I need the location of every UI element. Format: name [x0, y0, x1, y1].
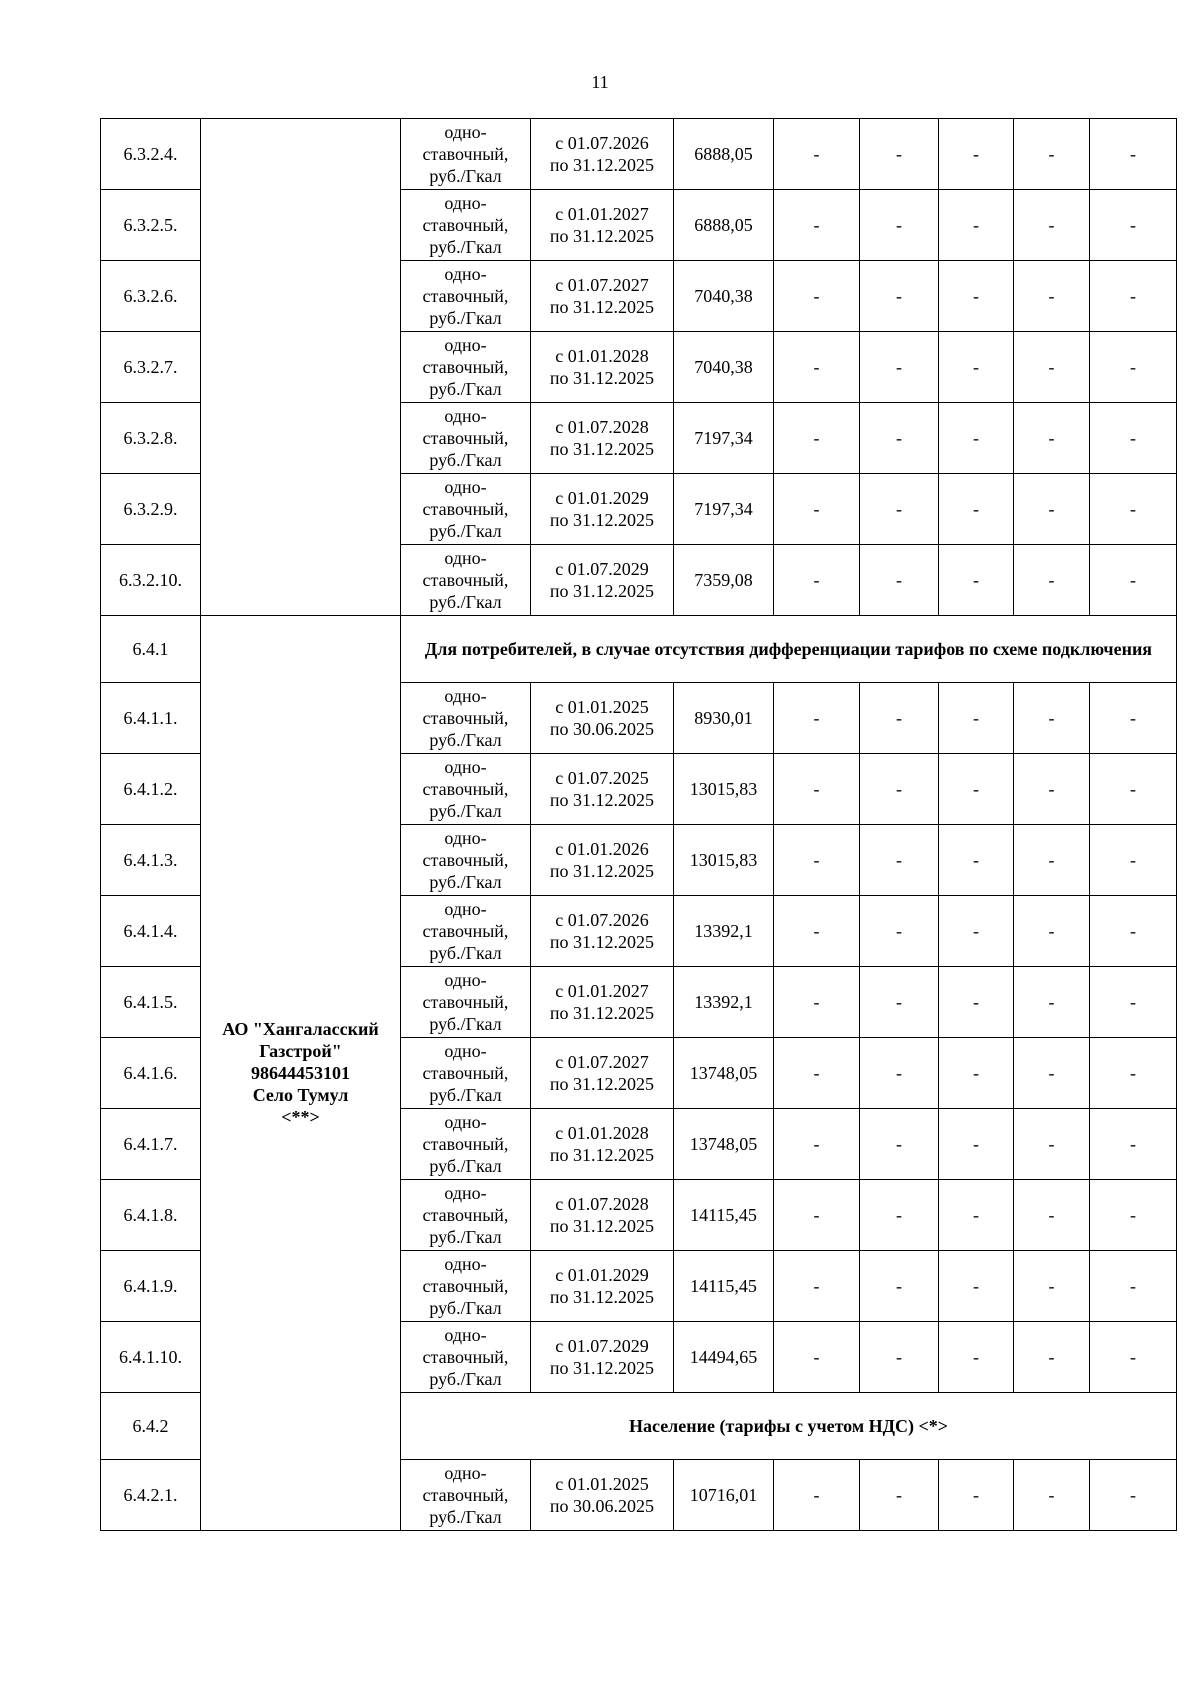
row-code: 6.4.1.4. [101, 896, 201, 967]
tariff-period [531, 1251, 674, 1322]
empty-value-cell: - [939, 1251, 1014, 1322]
tariff-method [401, 119, 531, 190]
organization-line: 98644453101 [251, 1063, 350, 1083]
tariff-value: 7197,34 [674, 403, 774, 474]
empty-value-cell: - [1090, 683, 1177, 754]
tariff-method [401, 1038, 531, 1109]
empty-value-cell: - [860, 1180, 939, 1251]
empty-value-cell: - [939, 825, 1014, 896]
empty-value-cell: - [1090, 825, 1177, 896]
empty-value-cell: - [860, 1251, 939, 1322]
empty-value-cell: - [860, 1109, 939, 1180]
empty-value-cell: - [774, 754, 860, 825]
method-line: руб./Гкал [429, 1298, 502, 1318]
method-line: одно- [444, 1183, 487, 1203]
empty-value-cell: - [860, 545, 939, 616]
method-line: ставочный, [422, 1347, 509, 1367]
table-row [101, 119, 1177, 190]
row-code: 6.4.2.1. [101, 1460, 201, 1531]
empty-value-cell: - [1090, 1251, 1177, 1322]
period-to: по 31.12.2025 [549, 439, 655, 459]
organization-cell-empty [201, 119, 401, 616]
tariff-value: 6888,05 [674, 190, 774, 261]
method-line: руб./Гкал [429, 1156, 502, 1176]
empty-value-cell: - [1090, 1460, 1177, 1531]
tariff-period [531, 754, 674, 825]
row-code: 6.3.2.9. [101, 474, 201, 545]
row-code: 6.3.2.4. [101, 119, 201, 190]
tariff-value: 8930,01 [674, 683, 774, 754]
empty-value-cell: - [1090, 1180, 1177, 1251]
period-to: по 31.12.2025 [549, 1003, 655, 1023]
empty-value-cell: - [1014, 1180, 1090, 1251]
period-to: по 31.12.2025 [549, 581, 655, 601]
method-line: руб./Гкал [429, 943, 502, 963]
tariff-value: 13392,1 [674, 896, 774, 967]
tariff-period [531, 190, 674, 261]
tariff-method [401, 332, 531, 403]
period-to: по 31.12.2025 [549, 297, 655, 317]
empty-value-cell: - [860, 261, 939, 332]
period-from: с 01.07.2028 [555, 417, 649, 437]
period-to: по 30.06.2025 [549, 719, 655, 739]
method-line: ставочный, [422, 286, 509, 306]
tariff-period [531, 332, 674, 403]
empty-value-cell: - [774, 474, 860, 545]
row-code: 6.3.2.5. [101, 190, 201, 261]
empty-value-cell: - [1090, 754, 1177, 825]
empty-value-cell: - [774, 119, 860, 190]
tariff-method [401, 1322, 531, 1393]
tariff-method [401, 403, 531, 474]
method-line: ставочный, [422, 1485, 509, 1505]
tariff-period [531, 1038, 674, 1109]
method-line: руб./Гкал [429, 308, 502, 328]
period-to: по 31.12.2025 [549, 932, 655, 952]
method-line: руб./Гкал [429, 592, 502, 612]
tariff-period [531, 967, 674, 1038]
tariff-value: 13392,1 [674, 967, 774, 1038]
row-code: 6.4.1.7. [101, 1109, 201, 1180]
empty-value-cell: - [939, 332, 1014, 403]
method-line: руб./Гкал [429, 1014, 502, 1034]
period-from: с 01.07.2025 [555, 768, 649, 788]
tariff-method [401, 474, 531, 545]
method-line: ставочный, [422, 144, 509, 164]
empty-value-cell: - [1014, 190, 1090, 261]
organization-line: Село Тумул [252, 1085, 349, 1105]
empty-value-cell: - [774, 1180, 860, 1251]
empty-value-cell: - [860, 825, 939, 896]
method-line: одно- [444, 1112, 487, 1132]
empty-value-cell: - [1014, 332, 1090, 403]
empty-value-cell: - [939, 1180, 1014, 1251]
empty-value-cell: - [860, 332, 939, 403]
empty-value-cell: - [774, 261, 860, 332]
method-line: руб./Гкал [429, 872, 502, 892]
row-code: 6.3.2.6. [101, 261, 201, 332]
empty-value-cell: - [1090, 403, 1177, 474]
tariff-period [531, 403, 674, 474]
tariff-period [531, 1109, 674, 1180]
tariff-period [531, 474, 674, 545]
method-line: руб./Гкал [429, 521, 502, 541]
period-to: по 30.06.2025 [549, 1496, 655, 1516]
method-line: ставочный, [422, 499, 509, 519]
method-line: руб./Гкал [429, 1227, 502, 1247]
row-code: 6.4.1.6. [101, 1038, 201, 1109]
empty-value-cell: - [939, 474, 1014, 545]
empty-value-cell: - [939, 1109, 1014, 1180]
tariff-method [401, 967, 531, 1038]
period-to: по 31.12.2025 [549, 1358, 655, 1378]
empty-value-cell: - [1014, 545, 1090, 616]
empty-value-cell: - [939, 119, 1014, 190]
empty-value-cell: - [774, 1460, 860, 1531]
method-line: ставочный, [422, 708, 509, 728]
tariff-period [531, 896, 674, 967]
section-code: 6.4.1 [101, 616, 201, 683]
tariff-method [401, 896, 531, 967]
organization-line: <**> [281, 1107, 320, 1127]
tariff-value: 7197,34 [674, 474, 774, 545]
row-code: 6.3.2.10. [101, 545, 201, 616]
method-line: ставочный, [422, 921, 509, 941]
tariff-value: 13015,83 [674, 754, 774, 825]
method-line: руб./Гкал [429, 379, 502, 399]
period-to: по 31.12.2025 [549, 790, 655, 810]
empty-value-cell: - [860, 474, 939, 545]
method-line: ставочный, [422, 1134, 509, 1154]
method-line: одно- [444, 1325, 487, 1345]
empty-value-cell: - [774, 967, 860, 1038]
empty-value-cell: - [1014, 825, 1090, 896]
period-from: с 01.01.2029 [555, 488, 649, 508]
method-line: ставочный, [422, 357, 509, 377]
method-line: ставочный, [422, 1276, 509, 1296]
organization-line: АО "Хангаласский [222, 1019, 379, 1039]
empty-value-cell: - [1090, 896, 1177, 967]
empty-value-cell: - [1090, 190, 1177, 261]
method-line: одно- [444, 406, 487, 426]
empty-value-cell: - [939, 1460, 1014, 1531]
method-line: одно- [444, 122, 487, 142]
method-line: ставочный, [422, 992, 509, 1012]
period-from: с 01.01.2025 [555, 1474, 649, 1494]
empty-value-cell: - [939, 896, 1014, 967]
period-from: с 01.01.2027 [555, 981, 649, 1001]
method-line: руб./Гкал [429, 1369, 502, 1389]
tariff-period [531, 825, 674, 896]
empty-value-cell: - [774, 1038, 860, 1109]
empty-value-cell: - [1014, 754, 1090, 825]
empty-value-cell: - [860, 754, 939, 825]
method-line: одно- [444, 757, 487, 777]
empty-value-cell: - [860, 1460, 939, 1531]
period-from: с 01.07.2026 [555, 133, 649, 153]
tariff-method [401, 1460, 531, 1531]
section-code: 6.4.2 [101, 1393, 201, 1460]
section-title: Для потребителей, в случае отсутствия дифференциации тарифов по схеме подключения [401, 616, 1177, 683]
empty-value-cell: - [774, 332, 860, 403]
tariff-period [531, 545, 674, 616]
empty-value-cell: - [1090, 1322, 1177, 1393]
method-line: руб./Гкал [429, 450, 502, 470]
period-to: по 31.12.2025 [549, 861, 655, 881]
empty-value-cell: - [1014, 967, 1090, 1038]
method-line: руб./Гкал [429, 801, 502, 821]
tariff-period [531, 683, 674, 754]
empty-value-cell: - [774, 825, 860, 896]
empty-value-cell: - [860, 967, 939, 1038]
tariff-value: 13748,05 [674, 1109, 774, 1180]
empty-value-cell: - [1090, 1109, 1177, 1180]
tariff-value: 7359,08 [674, 545, 774, 616]
row-code: 6.4.1.9. [101, 1251, 201, 1322]
method-line: одно- [444, 548, 487, 568]
empty-value-cell: - [774, 683, 860, 754]
tariff-method [401, 261, 531, 332]
tariff-table [100, 118, 1177, 1531]
period-from: с 01.01.2028 [555, 346, 649, 366]
empty-value-cell: - [939, 1322, 1014, 1393]
empty-value-cell: - [939, 683, 1014, 754]
empty-value-cell: - [1090, 967, 1177, 1038]
tariff-value: 13015,83 [674, 825, 774, 896]
empty-value-cell: - [1090, 1038, 1177, 1109]
empty-value-cell: - [1014, 1038, 1090, 1109]
period-to: по 31.12.2025 [549, 1145, 655, 1165]
empty-value-cell: - [1014, 474, 1090, 545]
tariff-value: 7040,38 [674, 261, 774, 332]
period-from: с 01.07.2027 [555, 1052, 649, 1072]
empty-value-cell: - [774, 545, 860, 616]
empty-value-cell: - [774, 896, 860, 967]
period-from: с 01.07.2029 [555, 1336, 649, 1356]
period-from: с 01.01.2026 [555, 839, 649, 859]
empty-value-cell: - [774, 403, 860, 474]
method-line: одно- [444, 899, 487, 919]
empty-value-cell: - [860, 403, 939, 474]
method-line: одно- [444, 686, 487, 706]
row-code: 6.3.2.8. [101, 403, 201, 474]
method-line: одно- [444, 970, 487, 990]
tariff-method [401, 683, 531, 754]
empty-value-cell: - [1014, 1322, 1090, 1393]
method-line: руб./Гкал [429, 237, 502, 257]
empty-value-cell: - [774, 190, 860, 261]
tariff-value: 7040,38 [674, 332, 774, 403]
period-to: по 31.12.2025 [549, 155, 655, 175]
empty-value-cell: - [939, 754, 1014, 825]
empty-value-cell: - [939, 261, 1014, 332]
method-line: одно- [444, 264, 487, 284]
tariff-value: 6888,05 [674, 119, 774, 190]
empty-value-cell: - [860, 896, 939, 967]
organization-cell [201, 616, 401, 1531]
empty-value-cell: - [774, 1322, 860, 1393]
tariff-period [531, 119, 674, 190]
method-line: одно- [444, 1463, 487, 1483]
tariff-value: 14494,65 [674, 1322, 774, 1393]
empty-value-cell: - [1014, 896, 1090, 967]
period-to: по 31.12.2025 [549, 1287, 655, 1307]
period-from: с 01.01.2027 [555, 204, 649, 224]
period-to: по 31.12.2025 [549, 1074, 655, 1094]
tariff-method [401, 190, 531, 261]
empty-value-cell: - [1090, 474, 1177, 545]
organization-line: Газстрой" [259, 1041, 342, 1061]
method-line: одно- [444, 477, 487, 497]
period-to: по 31.12.2025 [549, 510, 655, 530]
empty-value-cell: - [860, 190, 939, 261]
empty-value-cell: - [1014, 1251, 1090, 1322]
empty-value-cell: - [774, 1251, 860, 1322]
empty-value-cell: - [939, 190, 1014, 261]
tariff-period [531, 1180, 674, 1251]
period-from: с 01.07.2028 [555, 1194, 649, 1214]
method-line: ставочный, [422, 570, 509, 590]
period-from: с 01.07.2029 [555, 559, 649, 579]
tariff-method [401, 825, 531, 896]
row-code: 6.4.1.10. [101, 1322, 201, 1393]
method-line: ставочный, [422, 215, 509, 235]
page-number: 11 [591, 72, 609, 92]
empty-value-cell: - [939, 967, 1014, 1038]
row-code: 6.4.1.2. [101, 754, 201, 825]
method-line: одно- [444, 828, 487, 848]
method-line: ставочный, [422, 1063, 509, 1083]
empty-value-cell: - [1014, 119, 1090, 190]
method-line: одно- [444, 1254, 487, 1274]
empty-value-cell: - [939, 1038, 1014, 1109]
method-line: ставочный, [422, 779, 509, 799]
empty-value-cell: - [939, 403, 1014, 474]
tariff-method [401, 754, 531, 825]
method-line: руб./Гкал [429, 166, 502, 186]
empty-value-cell: - [1090, 261, 1177, 332]
section-title: Население (тарифы с учетом НДС) <*> [401, 1393, 1177, 1460]
empty-value-cell: - [1014, 403, 1090, 474]
method-line: одно- [444, 193, 487, 213]
row-code: 6.3.2.7. [101, 332, 201, 403]
method-line: руб./Гкал [429, 1507, 502, 1527]
tariff-value: 13748,05 [674, 1038, 774, 1109]
empty-value-cell: - [860, 1322, 939, 1393]
row-code: 6.4.1.3. [101, 825, 201, 896]
empty-value-cell: - [1014, 1460, 1090, 1531]
tariff-method [401, 1251, 531, 1322]
period-to: по 31.12.2025 [549, 1216, 655, 1236]
empty-value-cell: - [860, 119, 939, 190]
method-line: ставочный, [422, 850, 509, 870]
tariff-method [401, 1109, 531, 1180]
empty-value-cell: - [1014, 261, 1090, 332]
empty-value-cell: - [1090, 332, 1177, 403]
row-code: 6.4.1.5. [101, 967, 201, 1038]
tariff-value: 10716,01 [674, 1460, 774, 1531]
method-line: одно- [444, 335, 487, 355]
empty-value-cell: - [939, 545, 1014, 616]
row-code: 6.4.1.1. [101, 683, 201, 754]
tariff-value: 14115,45 [674, 1251, 774, 1322]
period-from: с 01.01.2025 [555, 697, 649, 717]
method-line: руб./Гкал [429, 1085, 502, 1105]
empty-value-cell: - [1090, 545, 1177, 616]
empty-value-cell: - [1090, 119, 1177, 190]
row-code: 6.4.1.8. [101, 1180, 201, 1251]
period-from: с 01.01.2028 [555, 1123, 649, 1143]
empty-value-cell: - [1014, 683, 1090, 754]
method-line: руб./Гкал [429, 730, 502, 750]
period-to: по 31.12.2025 [549, 368, 655, 388]
section-header-row [101, 616, 1177, 683]
tariff-value: 14115,45 [674, 1180, 774, 1251]
method-line: ставочный, [422, 428, 509, 448]
empty-value-cell: - [1014, 1109, 1090, 1180]
method-line: одно- [444, 1041, 487, 1061]
empty-value-cell: - [774, 1109, 860, 1180]
tariff-period [531, 1460, 674, 1531]
empty-value-cell: - [860, 1038, 939, 1109]
empty-value-cell: - [860, 683, 939, 754]
tariff-period [531, 1322, 674, 1393]
period-from: с 01.07.2027 [555, 275, 649, 295]
period-from: с 01.01.2029 [555, 1265, 649, 1285]
method-line: ставочный, [422, 1205, 509, 1225]
tariff-period [531, 261, 674, 332]
tariff-method [401, 545, 531, 616]
period-from: с 01.07.2026 [555, 910, 649, 930]
period-to: по 31.12.2025 [549, 226, 655, 246]
tariff-method [401, 1180, 531, 1251]
